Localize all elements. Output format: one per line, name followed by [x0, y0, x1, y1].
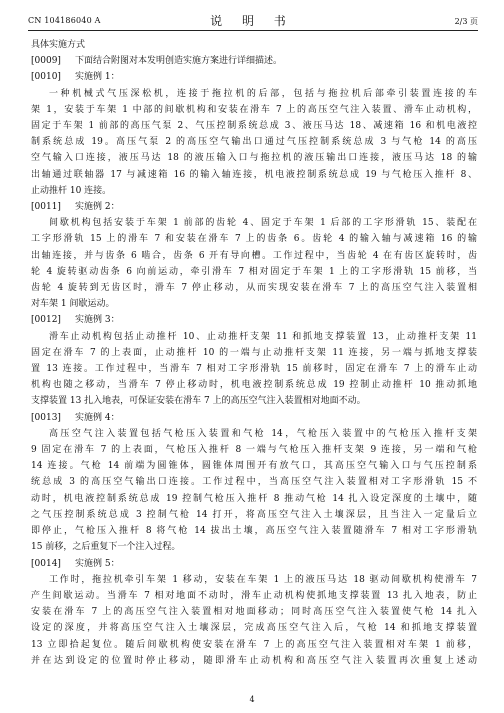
paragraph-line: 架 1，安装于车架 1 中部的间歇机构和安装在滑车 7 上的高压空气注入装置、滑车止动机构， [31, 104, 477, 115]
paragraph-line: 工字形滑轨 15 上的滑车 7 和安装在滑车 7 上的齿条 6。齿轮 4 的输入轴与减速箱 16 的输 [31, 234, 477, 245]
paragraph-line: 高压空气注入装置包括气枪压入装置和气枪 14，气枪压入装置中的气枪压入推杆支架 [49, 428, 477, 439]
paragraph [31, 199, 477, 312]
document-body [31, 37, 477, 669]
paragraph-title: 实施例 4： [75, 412, 120, 423]
paragraph-line: 机构也随之移动，当滑车 7 停止移动时，机电液控制系统总成 19 控制止动推杆 10 推动抓地 [31, 380, 477, 391]
paragraph-line: 止动推杆 10 连接。 [31, 185, 112, 196]
paragraph-line: 间歇机构包括安装于车架 1 前部的齿轮 4、固定于车架 1 后部的工字形滑轨 15、装配在 [49, 218, 477, 229]
paragraph-line: 空气输入口连接，液压马达 18 的液压输入口与拖拉机的液压输出口连接，液压马达 18 的输 [31, 153, 477, 164]
paragraph-line: 出轴通过联轴器 17 与减速箱 16 的输入轴连接，机电液控制系统总成 19 与气枪压入推杆 8、 [31, 169, 477, 180]
paragraph-line: 之气压控制系统总成 3 控制气枪 14 打开，将高压空气注入土壤深层，且当注入一定量后立 [31, 509, 477, 520]
paragraph-line: 轮 4 旋转驱动齿条 6 向前运动，牵引滑车 7 相对固定于车架 1 上的工字形滑轨 15 前移，当 [31, 266, 477, 277]
page-number: 4 [249, 695, 255, 704]
paragraph-line: 即停止，气枪压入推杆 8 将气枪 14 拔出土壤，高压空气注入装置随滑车 7 相对工字形滑轨 [31, 526, 477, 537]
paragraph-line: 支撑装置 13 扎入地表，可保证安装在滑车 7 上的高压空气注入装置相对地面不动。 [31, 396, 366, 407]
paragraph-line: 14 连接。气枪 14 前端为圆锥体，圆锥体周围开有放气口，其高压空气输入口与气压控制系 [31, 461, 477, 472]
paragraph-line: 出轴连接，并与齿条 6 啮合，齿条 6 开有导向槽。工作过程中，当齿轮 4 在有齿区旋转时，齿 [31, 250, 477, 261]
paragraph-list [31, 53, 477, 669]
header-divider [28, 30, 478, 31]
paragraph-heading [31, 69, 477, 85]
paragraph-line: 统总成 3 的高压空气输出口连接。工作过程中，当高压空气注入装置相对工字形滑轨 15 不 [31, 477, 477, 488]
paragraph-line: 安装在滑车 7 上的高压空气注入装置相对地面移动；同时高压空气注入装置使气枪 14 扎入 [31, 607, 477, 618]
paragraph-line: 固定在滑车 7 的上表面，止动推杆 10 的一端与止动推杆支架 11 连接，另一端与抓地支撑装 [31, 347, 477, 358]
paragraph [31, 312, 477, 409]
paragraph-number: [0014] [31, 558, 61, 569]
patent-number: CN 104186040 A [28, 16, 101, 25]
paragraph-number: [0010] [31, 72, 61, 83]
paragraph-line: 固定于车架 1 前部的高压气泵 2、气压控制系统总成 3、液压马达 18、减速箱 16 和机电液控 [31, 121, 477, 132]
paragraph-number: [0012] [31, 315, 61, 326]
paragraph-heading [31, 199, 477, 215]
paragraph-line: 动时，机电液控制系统总成 19 控制气枪压入推杆 8 推动气枪 14 扎入设定深度的土壤中，随 [31, 493, 477, 504]
paragraph-line: 一种机械式气压深松机，连接于拖拉机的后部，包括与拖拉机后部牵引装置连接的车 [49, 88, 477, 99]
paragraph-line: 对车架 1 间歇运动。 [31, 299, 115, 310]
paragraph-title: 实施例 3： [75, 315, 120, 326]
document-title: 说 明 书 [210, 14, 294, 28]
paragraph-title: 实施例 2： [75, 202, 120, 213]
page-indicator: 2/3 页 [454, 17, 478, 26]
paragraph-heading [31, 312, 477, 328]
paragraph-line: 设定的深度，并将高压空气注入土壤深层，完成高压空气注入后，气枪 14 和抓地支撑装置 [31, 623, 477, 634]
paragraph-line: 产生间歇运动。当滑车 7 相对地面不动时，滑车止动机构使抓地支撑装置 13 扎入地表，防止 [31, 590, 477, 601]
paragraph-heading [31, 410, 477, 426]
paragraph-number: [0011] [31, 202, 61, 213]
paragraph-heading [31, 53, 477, 69]
paragraph-line: 并在达到设定的位置时停止移动，随即滑车止动机构和高压空气注入装置再次重复上述动 [31, 655, 477, 666]
paragraph [31, 556, 477, 669]
paragraph-line: 滑车止动机构包括止动推杆 10、止动推杆支架 11 和抓地支撑装置 13，止动推杆支架 11 [49, 331, 477, 342]
paragraph-line: 制系统总成 19。高压气泵 2 的高压空气输出口通过气压控制系统总成 3 与气枪 14 的高压 [31, 137, 477, 148]
paragraph-title: 下面结合附图对本发明创造实施方案进行详细描述。 [75, 56, 283, 67]
paragraph-title: 实施例 5： [75, 558, 120, 569]
paragraph [31, 53, 477, 69]
paragraph-title: 实施例 1： [75, 72, 120, 83]
paragraph-line: 置 13 连接。工作过程中，当滑车 7 相对工字形滑轨 15 前移时，固定在滑车 7 上的滑车止动 [31, 364, 477, 375]
paragraph-line: 13 立即拾起复位。随后间歇机构使安装在滑车 7 上的高压空气注入装置相对车架 1 前移， [31, 639, 477, 650]
section-title: 具体实施方式 [31, 40, 86, 50]
paragraph [31, 410, 477, 556]
paragraph [31, 69, 477, 199]
paragraph-line: 齿轮 4 旋转到无齿区时，滑车 7 停止移动，从而实现安装在滑车 7 上的高压空气注入装置相 [31, 283, 477, 294]
paragraph-number: [0013] [31, 412, 61, 423]
paragraph-heading [31, 556, 477, 572]
paragraph-line: 工作时，拖拉机牵引车架 1 移动，安装在车架 1 上的液压马达 18 驱动间歇机构使滑车 7 [49, 574, 477, 585]
paragraph-number: [0009] [31, 56, 61, 67]
paragraph-line: 15 前移，之后重复下一个注入过程。 [31, 542, 181, 553]
paragraph-line: 9 固定在滑车 7 的上表面，气枪压入推杆 8 一端与气枪压入推杆支架 9 连接，另一端和气枪 [31, 445, 477, 456]
